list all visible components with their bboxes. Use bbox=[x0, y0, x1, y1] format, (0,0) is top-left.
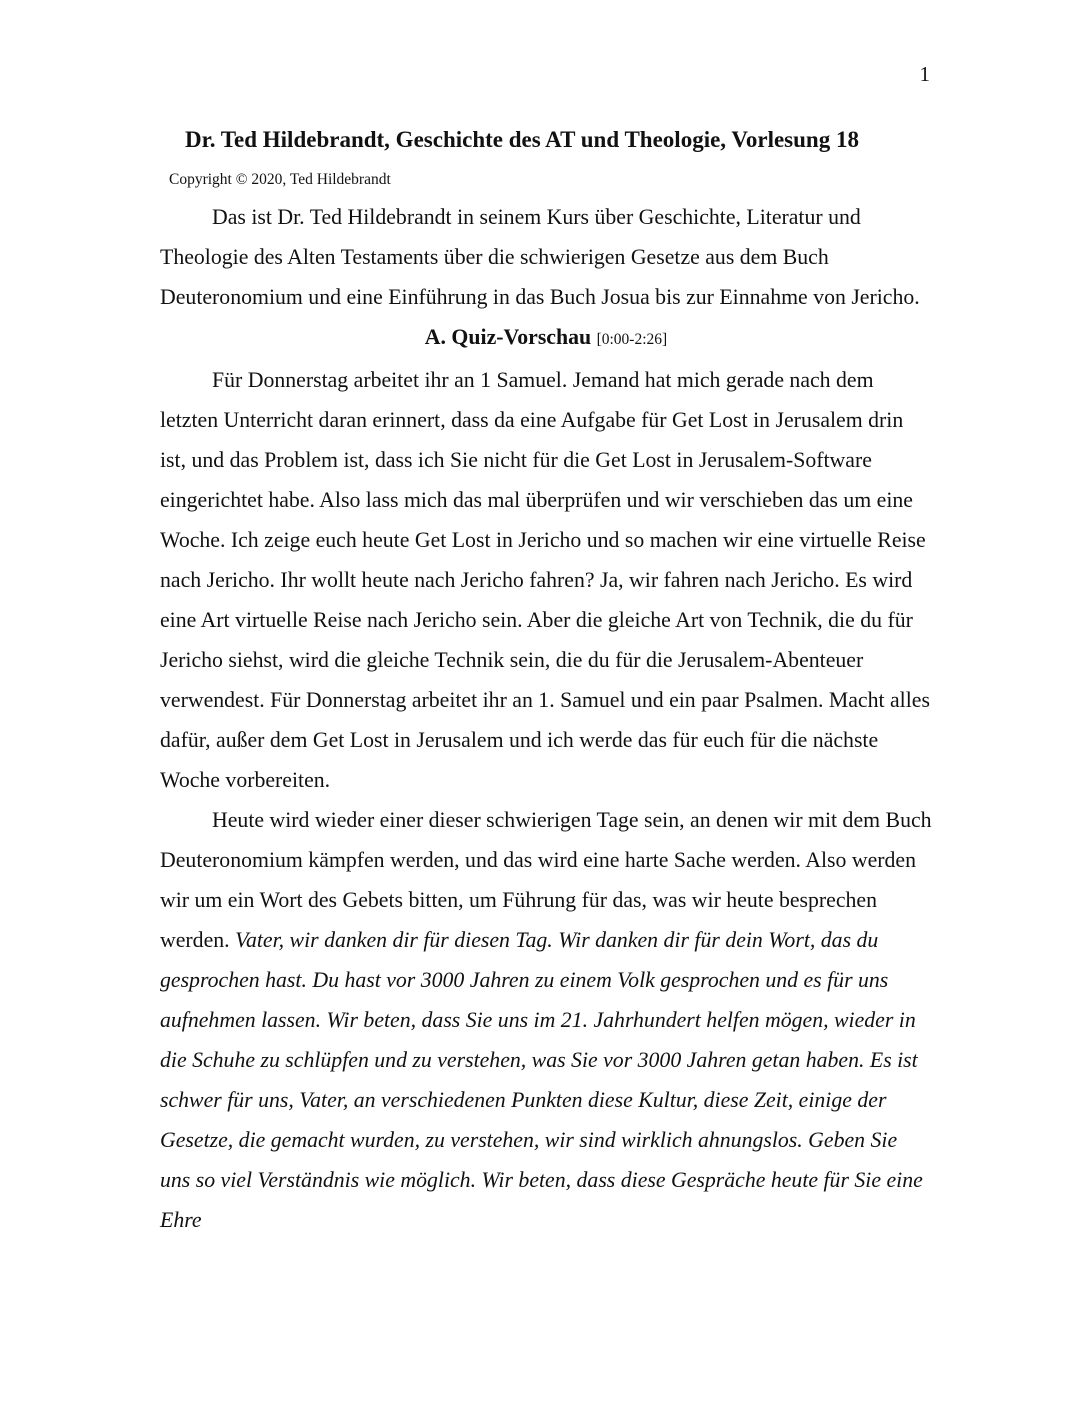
paragraph-prayer-intro bbox=[160, 800, 932, 1240]
paragraph-quiz-preview: Für Donnerstag arbeitet ihr an 1 Samuel. Jemand hat mich gerade nach dem letzten Unterricht daran erinnert, dass da eine Aufgabe für Get Lost in Jerusalem drin ist, und das Problem ist, dass ich Sie nicht für die Get Lost in Jerusalem-Software eingerichtet habe. Also lass mich das mal überprüfen und wir verschieben das um eine Woche. Ich zeige euch heute Get Lost in Jericho und so machen wir eine virtuelle Reise nach Jericho. Ihr wollt heute nach Jericho fahren? Ja, wir fahren nach Jericho. Es wird eine Art virtuelle Reise nach Jericho sein. Aber die gleiche Art von Technik, die du für Jericho siehst, wird die gleiche Technik sein, die du für die Jerusalem-Abenteuer verwendest. Für Donnerstag arbeitet ihr an 1. Samuel und ein paar Psalmen. Macht alles dafür, außer dem Get Lost in Jerusalem und ich werde das für euch für die nächste Woche vorbereiten. bbox=[160, 368, 930, 792]
page-number: 1 bbox=[919, 62, 930, 86]
copyright-notice: Copyright © 2020, Ted Hildebrandt bbox=[169, 171, 391, 188]
section-heading-label: A. Quiz-Vorschau bbox=[424, 325, 592, 349]
document-title: Dr. Ted Hildebrandt, Geschichte des AT und Theologie, Vorlesung 18 bbox=[185, 127, 859, 152]
section-timestamp: [0:00-2:26] bbox=[596, 331, 668, 348]
document-body bbox=[160, 197, 932, 1240]
prayer-text: Vater, wir danken dir für diesen Tag. Wir danken dir für dein Wort, das du gesprochen hast. Du hast vor 3000 Jahren zu einem Volk gesprochen und es für uns aufnehmen lassen. Wir beten, dass Sie uns im 21. Jahrhundert helfen mögen, wieder in die Schuhe zu schlüpfen und zu verstehen, was Sie vor 3000 Jahren getan haben. Es ist schwer für uns, Vater, an verschiedenen Punkten diese Kultur, diese Zeit, einige der Gesetze, die gemacht wurden, zu verstehen, wir sind wirklich ahnungslos. Geben Sie uns so viel Verständnis wie möglich. Wir beten, dass diese Gespräche heute für Sie eine Ehre bbox=[160, 928, 923, 1232]
paragraph-prayer-intro-text: Heute wird wieder einer dieser schwierigen Tage sein, an denen wir mit dem Buch Deuteronomium kämpfen werden, und das wird eine harte Sache werden. Also werden wir um ein Wort des Gebets bitten, um Führung für das, was wir heute besprechen werden. bbox=[160, 808, 932, 952]
section-heading bbox=[160, 317, 932, 360]
intro-paragraph: Das ist Dr. Ted Hildebrandt in seinem Kurs über Geschichte, Literatur und Theologie des Alten Testaments über die schwierigen Gesetze aus dem Buch Deuteronomium und eine Einführung in das Buch Josua bis zur Einnahme von Jericho. bbox=[160, 205, 920, 309]
